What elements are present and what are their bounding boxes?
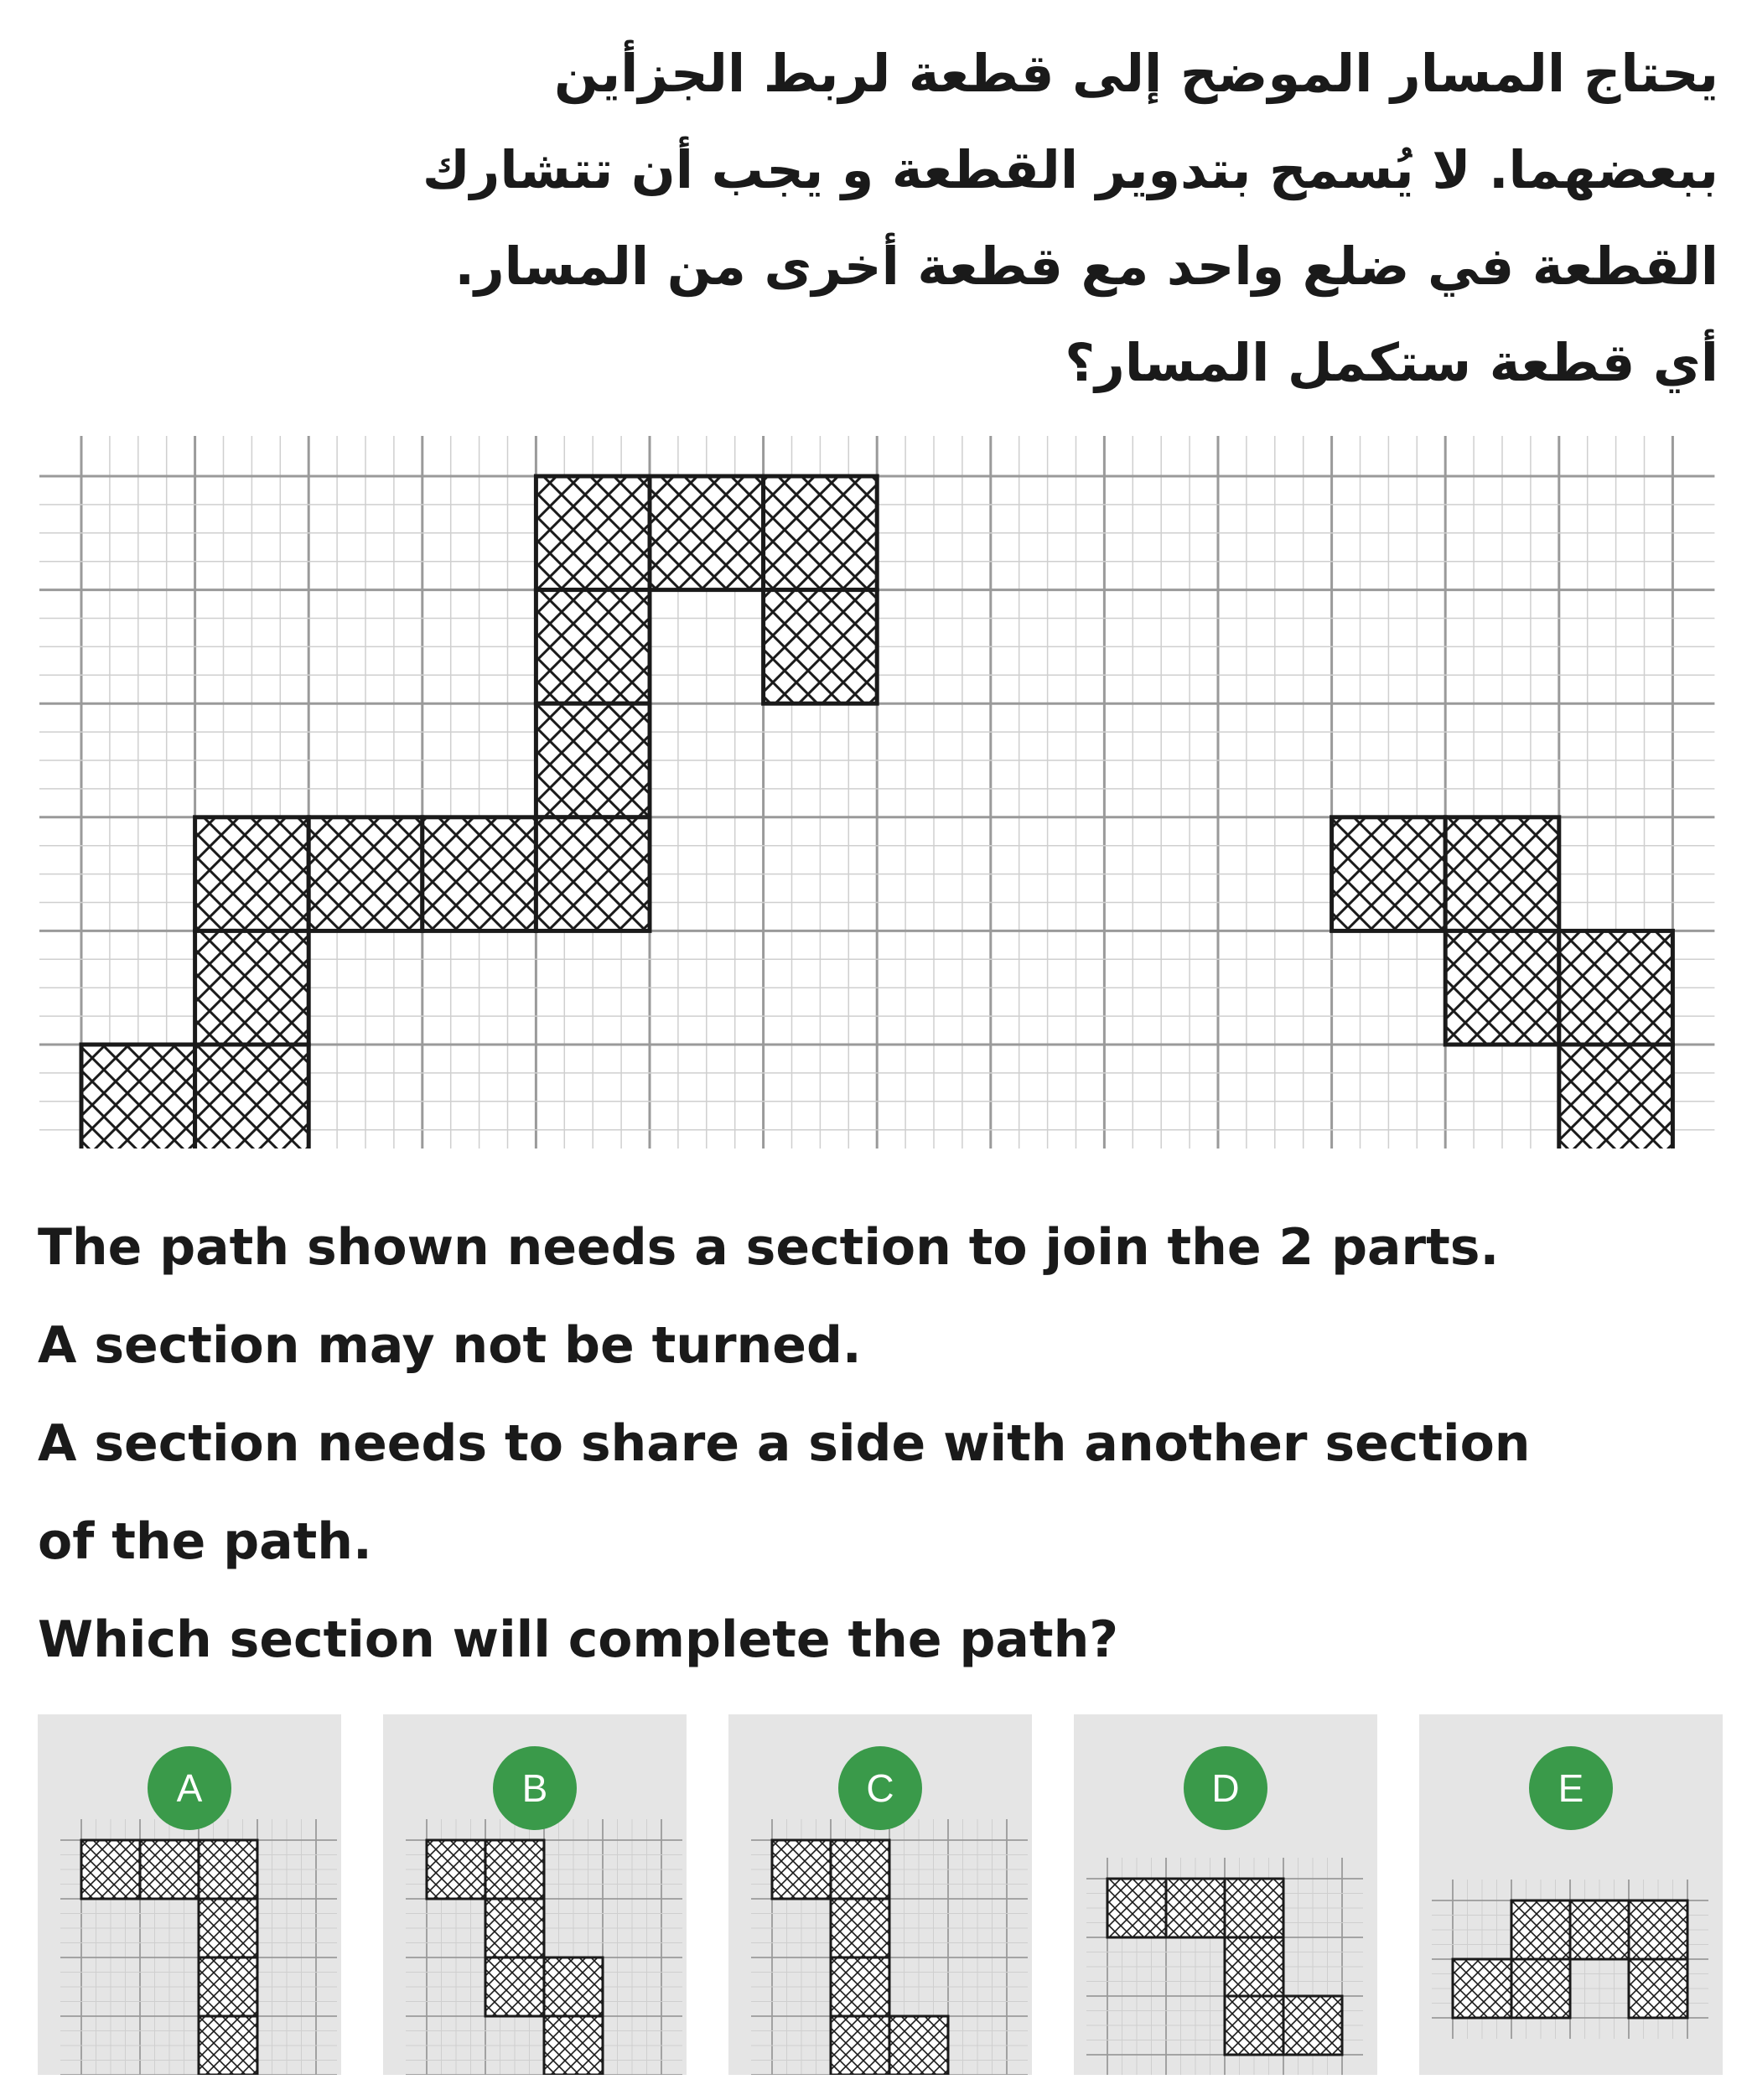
path-cell [831,2016,889,2075]
question-arabic-line: أي قطعة ستكمل المسار؟ [1065,332,1718,393]
path-cell [199,1840,257,1899]
option-b-badge: B [493,1746,577,1830]
option-a-badge: A [148,1746,231,1830]
path-cell [536,590,650,704]
path-cell [831,1957,889,2016]
question-english-line: Which section will complete the path? [38,1610,1119,1669]
path-cell [1332,817,1446,931]
path-cell [1107,1879,1166,1937]
path-cell [1570,1900,1629,1959]
question-english-line: A section needs to share a side with another section [38,1414,1531,1473]
path-cell [1559,931,1673,1045]
option-cells [1453,1900,1687,2018]
question-arabic [126,25,1718,411]
path-cell [195,1045,309,1149]
path-cell [1629,1959,1687,2018]
path-cell [195,817,309,931]
path-cell [544,1957,603,2016]
path-cell [308,817,422,931]
question-arabic-line: يحتاج المسار الموضح إلى قطعة لربط الجزأين [554,43,1718,104]
path-cell [1225,1996,1283,2055]
path-cell [764,590,878,704]
path-cell [485,1899,544,1957]
option-b-card[interactable] [383,1714,687,2075]
path-cell [831,1840,889,1899]
path-cell [1629,1900,1687,1959]
question-english [38,1199,1723,1689]
path-cell [485,1957,544,2016]
option-c-card[interactable] [728,1714,1032,2075]
path-cell [427,1840,485,1899]
option-a-card[interactable] [38,1714,341,2075]
path-cell [536,703,650,817]
path-cell [1166,1879,1225,1937]
question-english-line: A section may not be turned. [38,1316,862,1375]
path-cell [544,2016,603,2075]
path-cell [889,2016,948,2075]
path-cell [772,1840,831,1899]
path-cell [1225,1879,1283,1937]
option-d-badge: D [1184,1746,1267,1830]
path-cell [81,1045,195,1149]
path-cell [1445,817,1559,931]
path-cell [195,931,309,1045]
path-cell [422,817,536,931]
path-cell [1225,1937,1283,1996]
option-d-card[interactable] [1074,1714,1377,2075]
path-cell [1453,1959,1511,2018]
path-cell [1511,1900,1570,1959]
path-cell [1511,1959,1570,2018]
path-cell [140,1840,199,1899]
question-english-line: The path shown needs a section to join the 2 parts. [38,1218,1500,1277]
path-cell [485,1840,544,1899]
path-cell [536,817,650,931]
path-cell [199,2016,257,2075]
path-puzzle-grid [34,436,1727,1149]
option-e-card[interactable] [1419,1714,1723,2075]
path-cell [764,476,878,590]
path-cell [831,1899,889,1957]
path-cell [81,1840,140,1899]
question-english-line: of the path. [38,1512,372,1571]
path-cell [1283,1996,1342,2055]
path-cell [1559,1045,1673,1149]
path-cell [199,1899,257,1957]
path-cell [1445,931,1559,1045]
question-arabic-line: القطعة في ضلع واحد مع قطعة أخرى من المسار. [454,236,1718,297]
path-cell [199,1957,257,2016]
path-cell [650,476,764,590]
option-c-badge: C [838,1746,922,1830]
path-cell [536,476,650,590]
option-e-badge: E [1529,1746,1613,1830]
question-arabic-line: ببعضهما. لا يُسمح بتدوير القطعة و يجب أن تتشارك [422,139,1718,200]
